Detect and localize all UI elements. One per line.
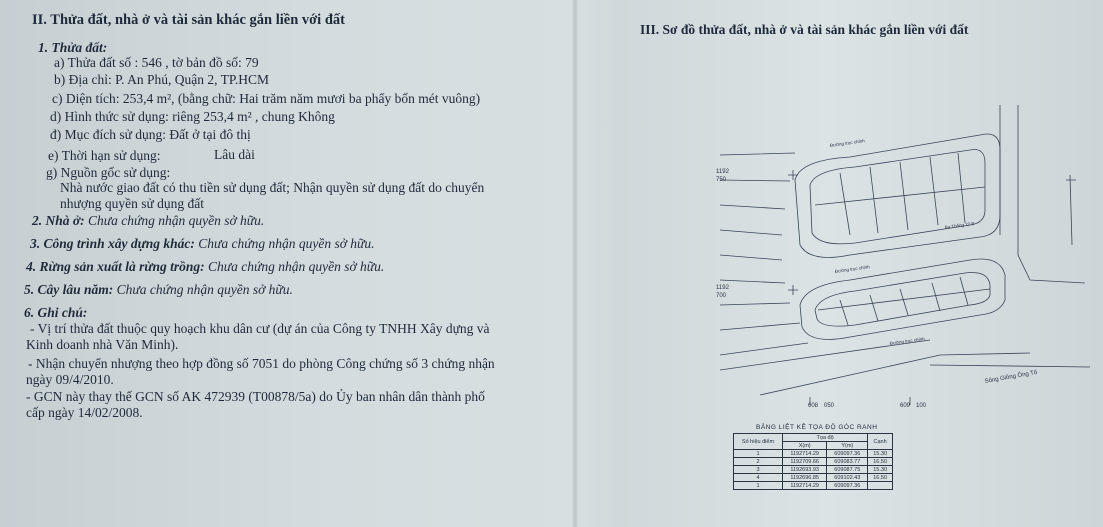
cell-edge: 16.50 — [868, 458, 893, 466]
note-1b: Kinh doanh nhà Văn Minh). — [26, 337, 179, 352]
origin-value-1: Nhà nước giao đất có thu tiền sử dụng đất; Nhận quyền sử dụng đất do chuyển — [60, 180, 485, 195]
cell-y: 609102.43 — [827, 474, 868, 482]
cell-edge: 16.50 — [868, 474, 893, 482]
item-forest — [26, 259, 384, 275]
origin-label: g) Nguồn gốc sử dụng: — [46, 165, 171, 180]
area: c) Diện tích: 253,4 m², (bằng chữ: Hai trăm năm mươi ba phẩy bốn mét vuông) — [52, 91, 481, 106]
cell-point: 1 — [734, 450, 783, 458]
road-label-bottom: Đường trục chính — [889, 336, 926, 346]
usage-purpose: đ) Mục đích sử dụng: Đất ở tại đô thị — [50, 127, 251, 142]
col-x: X(m) — [782, 442, 826, 450]
note-1a: - Vị trí thửa đất thuộc quy hoạch khu dân cư (dự án của Công ty TNHH Xây dựng và — [30, 321, 490, 336]
parcel-number: a) Thửa đất số : 546 , tờ bản đồ số: 79 — [54, 55, 259, 70]
page-fold — [572, 0, 578, 527]
section2-heading: II. Thửa đất, nhà ở và tài sản khác gắn liền với đất — [32, 12, 345, 28]
cell-x: 1192714.29 — [782, 450, 826, 458]
grid-label-700: 700 — [716, 293, 727, 299]
cell-point: 3 — [734, 466, 783, 474]
note-2a: - Nhận chuyển nhượng theo hợp đồng số 7051 do phòng Công chứng số 3 chứng nhận — [28, 356, 495, 371]
coord-table — [733, 433, 893, 490]
table-row — [734, 482, 893, 490]
road-label-ba-thong: Ba Thống 22 B — [944, 220, 975, 230]
item-construction — [30, 236, 375, 252]
road-label-middle: Đường trục chính — [834, 264, 871, 274]
grid-label-608: 608 — [808, 403, 819, 409]
grid-label-100: 100 — [916, 403, 927, 409]
cell-y: 609097.36 — [827, 482, 868, 490]
item-house — [32, 213, 264, 229]
cell-edge — [868, 482, 893, 490]
item-perennial-value: Chưa chứng nhận quyền sở hữu. — [116, 282, 293, 297]
notes-label: 6. Ghi chú: — [24, 305, 88, 320]
usage-term-value: Lâu dài — [214, 147, 255, 162]
item-house-label: 2. Nhà ở: — [32, 213, 85, 228]
note-3b: cấp ngày 14/02/2008. — [26, 405, 143, 420]
item-construction-value: Chưa chứng nhận quyền sở hữu. — [198, 236, 375, 251]
table-row — [734, 474, 893, 482]
usage-term-label: e) Thời hạn sử dụng: — [48, 148, 161, 163]
cell-edge: 15.30 — [868, 466, 893, 474]
grid-label-609: 609 — [900, 403, 911, 409]
cell-edge: 15.30 — [868, 450, 893, 458]
cell-y: 609087.75 — [827, 466, 868, 474]
section3-heading: III. Sơ đồ thửa đất, nhà ở và tài sản khác gắn liền với đất — [640, 22, 969, 37]
river-label: Sông Giồng Ông Tố — [984, 369, 1038, 385]
note-3a: - GCN này thay thế GCN số AK 472939 (T00878/5a) do Ủy ban nhân dân thành phố — [26, 389, 485, 404]
land-heading: 1. Thửa đất: — [38, 40, 108, 55]
road-label-top: Đường trục chính — [829, 138, 866, 148]
note-2b: ngày 09/4/2010. — [26, 372, 114, 387]
col-point: Số hiệu điểm — [734, 434, 783, 450]
cell-x: 1192709.66 — [782, 458, 826, 466]
grid-label-750: 750 — [716, 177, 727, 183]
col-coords: Tọa độ — [782, 434, 867, 442]
table-row — [734, 458, 893, 466]
cell-y: 609097.36 — [827, 450, 868, 458]
coord-table-title: BẢNG LIỆT KÊ TỌA ĐỘ GÓC RANH — [756, 424, 878, 431]
col-y: Y(m) — [827, 442, 868, 450]
cell-x: 1192693.93 — [782, 466, 826, 474]
coord-table-header — [734, 434, 893, 442]
parcel-map — [700, 105, 1100, 415]
grid-label-1192-top: 1192 — [716, 169, 729, 175]
item-house-value: Chưa chứng nhận quyền sở hữu. — [88, 213, 265, 228]
table-row — [734, 466, 893, 474]
item-forest-value: Chưa chứng nhận quyền sở hữu. — [207, 259, 385, 274]
cell-x: 1192696.85 — [782, 474, 826, 482]
item-forest-label: 4. Rừng sản xuất là rừng trồng: — [26, 259, 205, 274]
col-edge: Cạnh — [868, 434, 893, 450]
cell-y: 609083.77 — [827, 458, 868, 466]
address: b) Địa chỉ: P. An Phú, Quận 2, TP.HCM — [54, 72, 270, 87]
origin-value-2: nhượng quyền sử dụng đất — [60, 196, 205, 211]
cell-point: 4 — [734, 474, 783, 482]
grid-label-1192-bottom: 1192 — [716, 285, 729, 291]
item-perennial — [24, 282, 293, 298]
usage-form: d) Hình thức sử dụng: riêng 253,4 m² , chung Không — [50, 109, 335, 124]
table-row — [734, 450, 893, 458]
item-construction-label: 3. Công trình xây dựng khác: — [30, 236, 195, 251]
item-perennial-label: 5. Cây lâu năm: — [24, 282, 114, 297]
cell-point: 2 — [734, 458, 783, 466]
grid-label-050: 050 — [824, 403, 835, 409]
cell-x: 1192714.29 — [782, 482, 826, 490]
cell-point: 1 — [734, 482, 783, 490]
